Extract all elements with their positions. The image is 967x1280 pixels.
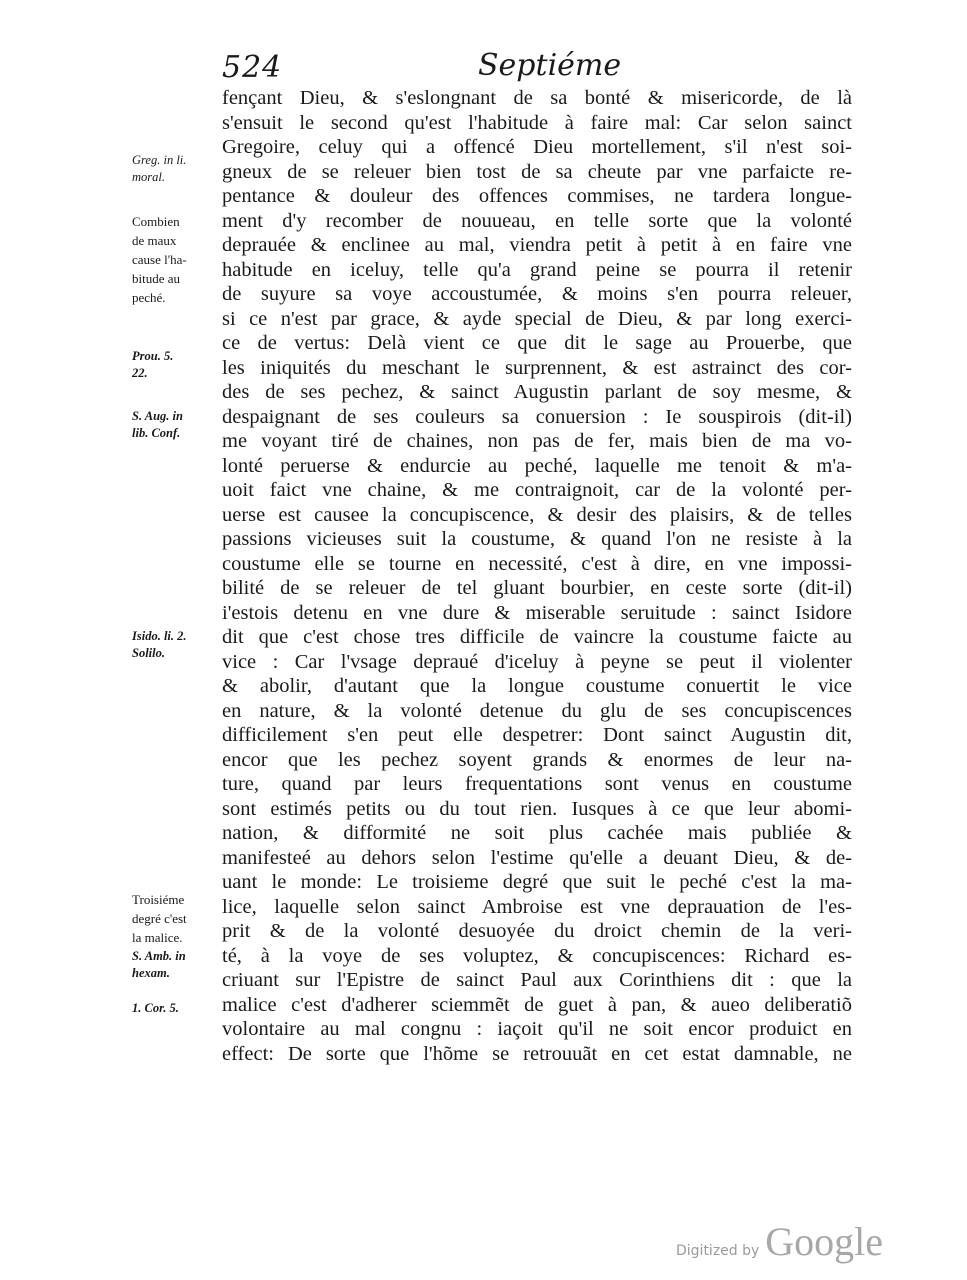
margin-note-line: la malice. (132, 930, 183, 945)
text-line: passions vicieuses suit la coustume, & quand l'on ne resiste à la (222, 528, 852, 550)
text-line: pentance & douleur des offences commises, ne tardera longue- (222, 185, 852, 207)
text-line: s'ensuit le second qu'est l'habitude à faire mal: Car selon sainct (222, 111, 852, 134)
google-logo: Google (765, 1219, 884, 1264)
margin-note-line: Solilo. (132, 646, 165, 660)
text-line: les iniquités du meschant le surprennent, & est astrainct des cor- (222, 356, 852, 379)
margin-note-aug (132, 408, 214, 442)
text-line: té, à la voye de ses voluptez, & concupiscences: Richard es- (222, 944, 852, 967)
page-number: 524 (222, 50, 283, 85)
text-line: des de ses pechez, & sainct Augustin parlant de soy mesme, & (222, 381, 852, 403)
text-line: habitude en iceluy, telle qu'a grand peine se pourra il retenir (222, 258, 852, 281)
text-line: uant le monde: Le troisieme degré que suit le peché c'est la ma- (222, 871, 852, 893)
text-line: uoit faict vne chaine, & me contraignoit, car de la volonté per- (222, 479, 852, 501)
margin-note-line: Troisiéme (132, 892, 185, 907)
text-line: i'estois detenu en vne dure & miserable seruitude : sainct Isidore (222, 601, 852, 624)
text-line: ment d'y recomber de nouueau, en telle sorte que la volonté (222, 209, 852, 232)
margin-note-combien (132, 212, 214, 307)
text-line: Gregoire, celuy qui a offencé Dieu mortellement, s'il n'est soi- (222, 136, 852, 158)
body-text (222, 86, 852, 1066)
running-head: Septiéme (478, 48, 622, 83)
text-line: fençant Dieu, & s'eslongnant de sa bonté & misericorde, de là (222, 87, 852, 109)
text-line: encor que les pechez soyent grands & enormes de leur na- (222, 748, 852, 771)
text-line: effect: De sorte que l'hõme se retrouuãt en cet estat damnable, ne (222, 1042, 852, 1065)
text-line: me voyant tiré de chaines, non pas de fer, mais bien de ma vo- (222, 430, 852, 452)
text-line: volontaire au mal congnu : iaçoit qu'il ne soit encor produict en (222, 1018, 852, 1040)
margin-note-line: S. Aug. in (132, 409, 183, 423)
margin-note-line: 22. (132, 366, 148, 380)
margin-note-line: degré c'est (132, 911, 187, 926)
text-line: lice, laquelle selon sainct Ambroise est vne deprauation de l'es- (222, 895, 852, 918)
text-line: manifesteé au dehors selon l'estime qu'elle a deuant Dieu, & de- (222, 846, 852, 869)
margin-note-line: bitude au (132, 271, 181, 286)
margin-note-line: peché. (132, 290, 166, 305)
text-line: despaignant de ses couleurs sa conuersion : Ie souspirois (dit-il) (222, 405, 852, 428)
text-line: en nature, & la volonté detenue du glu de ses concupiscences (222, 699, 852, 722)
text-line: si ce n'est par grace, & ayde special de Dieu, & par long exerci- (222, 307, 852, 330)
margin-note-amb (132, 948, 214, 982)
text-line: & abolir, d'autant que la longue coustume conuertit le vice (222, 675, 852, 697)
text-line: ce de vertus: Delà vient ce que dit le sage au Prouerbe, que (222, 332, 852, 354)
margin-note-line: lib. Conf. (132, 426, 181, 440)
margin-note-line: Isido. li. 2. (132, 629, 187, 643)
margin-note-line: hexam. (132, 966, 170, 980)
text-line: nation, & difformité ne soit plus cachée mais publiée & (222, 822, 852, 844)
text-line: ture, quand par leurs frequentations sont venus en coustume (222, 773, 852, 795)
margin-note-line: Prou. 5. (132, 349, 174, 363)
text-line: vice : Car l'vsage depraué d'iceluy à peyne se peut il violenter (222, 650, 852, 673)
margin-note-greg (132, 152, 214, 186)
text-line: coustume elle se tourne en necessité, c'est à dire, en vne impossi- (222, 552, 852, 575)
text-line: gneux de se releuer bien tost de sa cheute par vne parfaicte re- (222, 160, 852, 183)
text-line: criuant sur l'Epistre de sainct Paul aux Corinthiens dit : que la (222, 969, 852, 991)
text-line: deprauée & enclinee au mal, viendra petit à petit à en faire vne (222, 234, 852, 256)
margin-note-line: moral. (132, 170, 165, 184)
text-line: bilité de se releuer de tel gluant bourbier, en ceste sorte (dit-il) (222, 577, 852, 599)
watermark-prefix: Digitized by (676, 1243, 760, 1259)
margin-note-troisieme (132, 890, 214, 947)
text-line: sont estimés petits ou du tout rien. Iusques à ce que leur abomi- (222, 797, 852, 820)
margin-note-line: Greg. in li. (132, 153, 187, 167)
margin-note-line: cause l'ha- (132, 252, 187, 267)
text-line: uerse est causee la concupiscence, & desir des plaisirs, & de telles (222, 503, 852, 526)
text-line: de suyure sa voye accoustumée, & moins s'en pourra releuer, (222, 283, 852, 305)
margin-note-isido (132, 628, 214, 662)
text-line: prit & de la volonté desuoyée du droict chemin de la veri- (222, 920, 852, 942)
margin-note-prou (132, 348, 214, 382)
margin-note-line: 1. Cor. 5. (132, 1001, 179, 1015)
margin-note-line: Combien (132, 214, 180, 229)
margin-note-cor (132, 1000, 214, 1017)
margin-note-line: S. Amb. in (132, 949, 186, 963)
text-line: dit que c'est chose tres difficile de vaincre la coustume faicte au (222, 626, 852, 648)
text-line: malice c'est d'adherer sciemmẽt de guet à pan, & aueo deliberatiõ (222, 993, 852, 1016)
margin-note-line: de maux (132, 233, 177, 248)
digitized-watermark (676, 1218, 883, 1265)
text-line: lonté peruerse & endurcie au peché, laquelle me tenoit & m'a- (222, 454, 852, 477)
text-line: difficilement s'en peut elle despetrer: Dont sainct Augustin dit, (222, 724, 852, 746)
